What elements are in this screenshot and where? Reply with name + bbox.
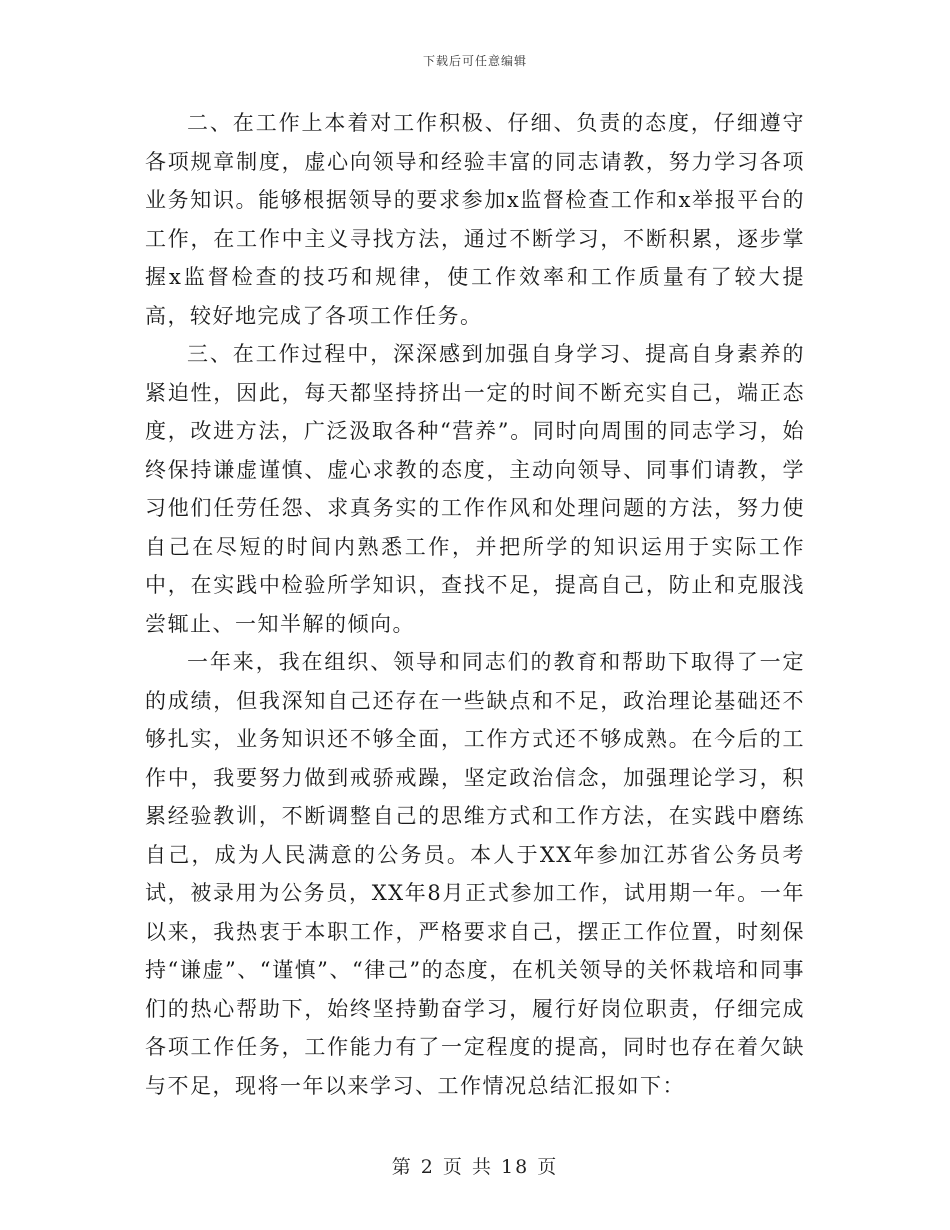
paragraph-summary: 一年来，我在组织、领导和同志们的教育和帮助下取得了一定的成绩，但我深知自己还存在一些缺点和不足，政治理论基础还不够扎实，业务知识还不够全面，工作方式还不够成熟。在今后的工作中，我要努力做到戒骄戒躁，坚定政治信念，加强理论学习，积累经验教训，不断调整自己的思维方式和工作方法，在实践中磨练自己，成为人民满意的公务员。本人于XX年参加江苏省公务员考试，被录用为公务员，XX年8月正式参加工作，试用期一年。一年以来，我热衷于本职工作，严格要求自己，摆正工作位置，时刻保持“谦虚”、“谨慎”、“律己”的态度，在机关领导的关怀栽培和同事们的热心帮助下，始终坚持勤奋学习，履行好岗位职责，仔细完成各项工作任务，工作能力有了一定程度的提高，同时也存在着欠缺与不足，现将一年以来学习、工作情况总结汇报如下：: [145, 650, 805, 1098]
paragraph-section-two: 二、在工作上本着对工作积极、仔细、负责的态度，仔细遵守各项规章制度，虚心向领导和经验丰富的同志请教，努力学习各项业务知识。能够根据领导的要求参加x监督检查工作和x举报平台的工作，在工作中主义寻找方法，通过不断学习，不断积累，逐步掌握x监督检查的技巧和规律，使工作效率和工作质量有了较大提高，较好地完成了各项工作任务。: [145, 111, 805, 328]
page-number-footer: 第 2 页 共 18 页: [391, 1156, 559, 1178]
document-body: [145, 104, 805, 1105]
paragraph-section-three: 三、在工作过程中，深深感到加强自身学习、提高自身素养的紧迫性，因此，每天都坚持挤出一定的时间不断充实自己，端正态度，改进方法，广泛汲取各种“营养”。同时向周围的同志学习，始终保持谦虚谨慎、虚心求教的态度，主动向领导、同事们请教，学习他们任劳任怨、求真务实的工作作风和处理问题的方法，努力使自己在尽短的时间内熟悉工作，并把所学的知识运用于实际工作中，在实践中检验所学知识，查找不足，提高自己，防止和克服浅尝辄止、一知半解的倾向。: [145, 342, 805, 636]
page-header: 下载后可任意编辑: [422, 54, 527, 68]
